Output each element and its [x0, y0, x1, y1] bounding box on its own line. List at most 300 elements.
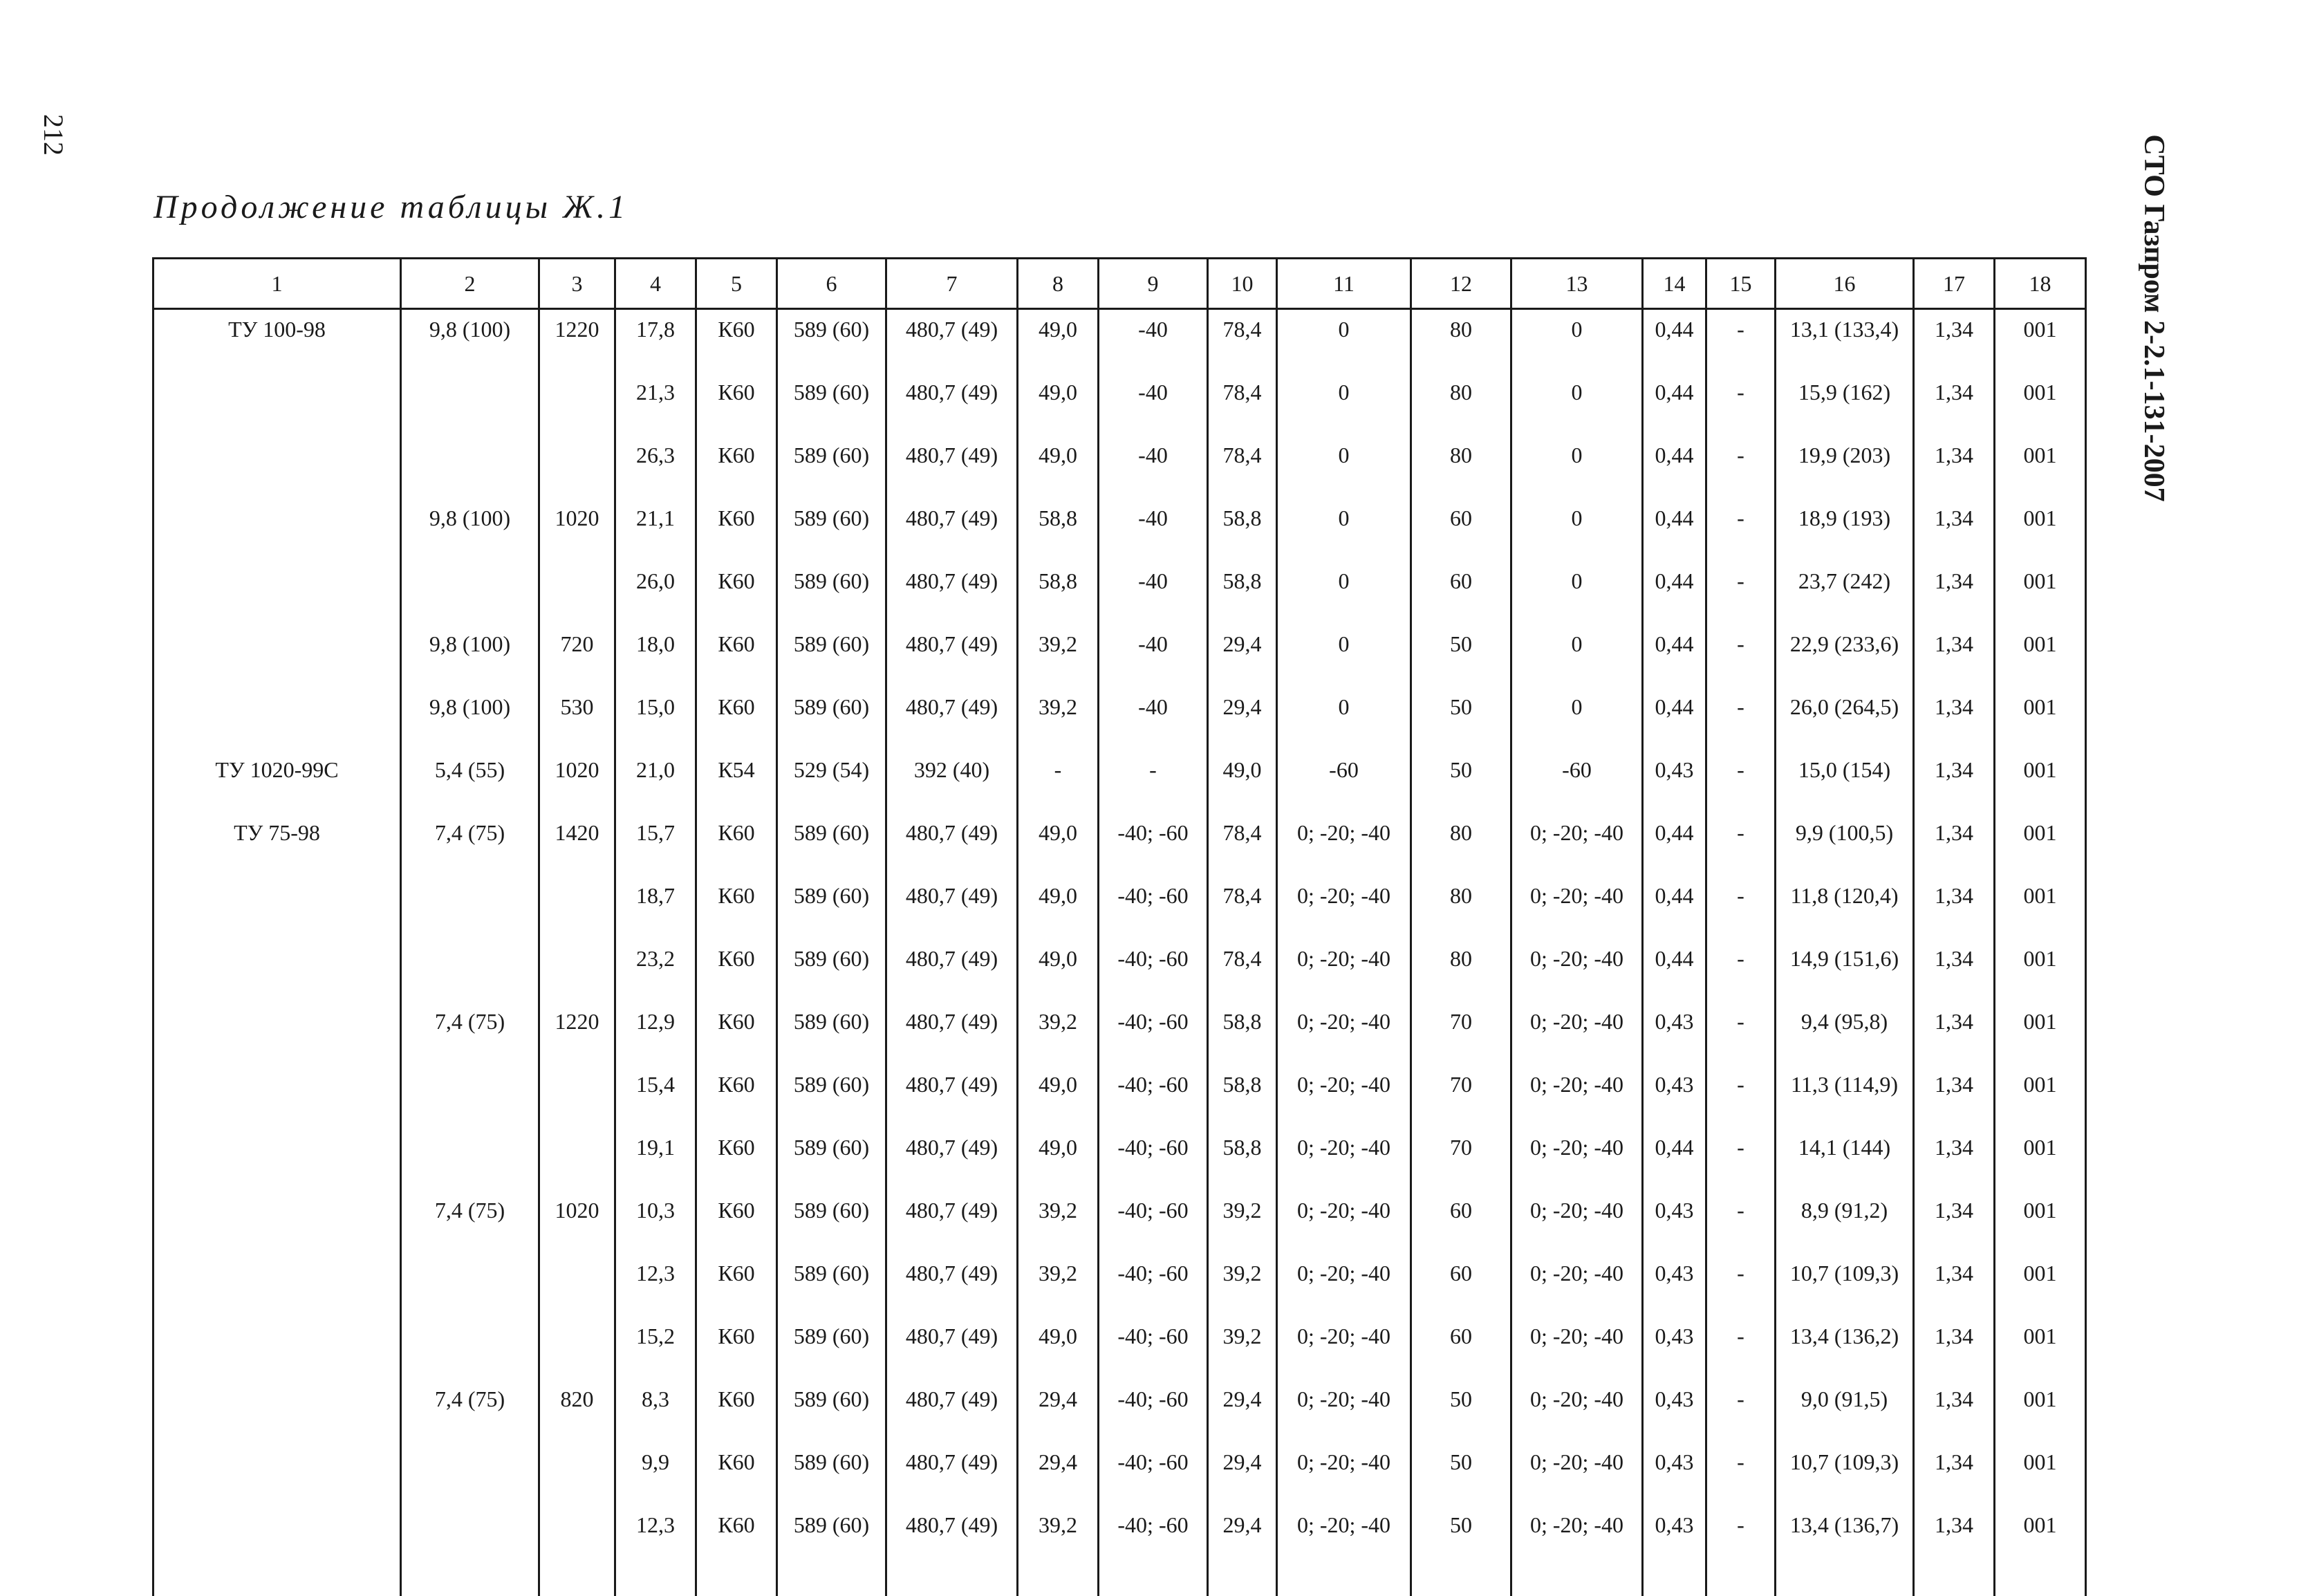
table-cell-col-9: -40; -60 [1099, 1128, 1208, 1191]
table-cell-col-17: 1,34 [1914, 309, 1995, 373]
table-row [153, 562, 2086, 624]
table-cell-col-9: -40; -60 [1099, 1317, 1208, 1380]
table-cell-col-17: 1,34 [1914, 1254, 1995, 1317]
table-cell-col-10: 29,4 [1208, 624, 1277, 687]
table-cell-col-7: 480,7 (49) [886, 1191, 1018, 1254]
table-cell-col-12: 70 [1411, 1065, 1511, 1128]
table-cell-col-1 [153, 939, 401, 1002]
table-cell-col-14: 0,43 [1643, 1505, 1706, 1596]
table-cell-col-5: К60 [696, 1380, 777, 1442]
table-cell-col-13: 0; -20; -40 [1511, 1128, 1643, 1191]
table-row [153, 1191, 2086, 1254]
table-cell-col-4: 12,3 [615, 1505, 696, 1596]
table-cell-col-15: - [1706, 1191, 1776, 1254]
table-cell-col-13: 0; -20; -40 [1511, 1317, 1643, 1380]
table-cell-col-2 [401, 876, 539, 939]
table-cell-col-6: 529 (54) [777, 750, 886, 813]
table-cell-col-15: - [1706, 499, 1776, 562]
table-cell-col-3 [539, 562, 615, 624]
table-cell-col-14: 0,44 [1643, 373, 1706, 436]
table-cell-col-17: 1,34 [1914, 1317, 1995, 1380]
table-cell-col-5: К60 [696, 436, 777, 499]
table-cell-col-8: 39,2 [1018, 624, 1099, 687]
table-cell-col-15: - [1706, 1002, 1776, 1065]
table-cell-col-8: 49,0 [1018, 1065, 1099, 1128]
table-cell-col-16: 11,8 (120,4) [1776, 876, 1914, 939]
table-cell-col-7: 480,7 (49) [886, 1317, 1018, 1380]
table-cell-col-18: 001 [1995, 1002, 2086, 1065]
table-cell-col-15: - [1706, 373, 1776, 436]
table-cell-col-10: 58,8 [1208, 499, 1277, 562]
table-cell-col-15: - [1706, 1317, 1776, 1380]
table-cell-col-6: 589 (60) [777, 1065, 886, 1128]
table-cell-col-14: 0,44 [1643, 876, 1706, 939]
table-cell-col-18: 001 [1995, 499, 2086, 562]
table-cell-col-3 [539, 1065, 615, 1128]
table-cell-col-13: 0; -20; -40 [1511, 1002, 1643, 1065]
table-cell-col-1 [153, 1505, 401, 1596]
table-cell-col-5: К60 [696, 499, 777, 562]
table-cell-col-14: 0,44 [1643, 436, 1706, 499]
table-cell-col-6: 589 (60) [777, 1380, 886, 1442]
table-cell-col-14: 0,44 [1643, 309, 1706, 373]
table-cell-col-4: 8,3 [615, 1380, 696, 1442]
table-cell-col-10: 58,8 [1208, 1065, 1277, 1128]
table-cell-col-10: 39,2 [1208, 1317, 1277, 1380]
table-cell-col-12: 50 [1411, 1442, 1511, 1505]
table-cell-col-9: -40; -60 [1099, 939, 1208, 1002]
table-cell-col-10: 58,8 [1208, 562, 1277, 624]
table-cell-col-15: - [1706, 309, 1776, 373]
table-cell-col-13: 0 [1511, 687, 1643, 750]
table-cell-col-16: 18,9 (193) [1776, 499, 1914, 562]
table-cell-col-14: 0,44 [1643, 499, 1706, 562]
table-cell-col-10: 58,8 [1208, 1002, 1277, 1065]
table-cell-col-7: 480,7 (49) [886, 876, 1018, 939]
table-cell-col-16: 9,0 (91,5) [1776, 1380, 1914, 1442]
table-cell-col-11: 0 [1277, 499, 1411, 562]
table-cell-col-9: - [1099, 750, 1208, 813]
table-cell-col-4: 18,0 [615, 624, 696, 687]
table-cell-col-4: 19,1 [615, 1128, 696, 1191]
table-cell-col-6: 589 (60) [777, 1191, 886, 1254]
table-row [153, 687, 2086, 750]
table-cell-col-17: 1,34 [1914, 436, 1995, 499]
table-cell-col-4: 21,3 [615, 373, 696, 436]
column-header-11: 11 [1277, 259, 1411, 309]
table-cell-col-1 [153, 687, 401, 750]
table-cell-col-4: 17,8 [615, 309, 696, 373]
table-cell-col-1 [153, 624, 401, 687]
table-cell-col-3 [539, 1128, 615, 1191]
table-cell-col-6: 589 (60) [777, 687, 886, 750]
table-cell-col-3: 1020 [539, 499, 615, 562]
table-cell-col-17: 1,34 [1914, 687, 1995, 750]
table-cell-col-11: 0; -20; -40 [1277, 1191, 1411, 1254]
table-cell-col-1 [153, 876, 401, 939]
table-cell-col-18: 001 [1995, 939, 2086, 1002]
table-cell-col-4: 23,2 [615, 939, 696, 1002]
table-cell-col-7: 480,7 (49) [886, 562, 1018, 624]
table-cell-col-13: 0; -20; -40 [1511, 1442, 1643, 1505]
table-cell-col-8: 29,4 [1018, 1380, 1099, 1442]
table-cell-col-9: -40 [1099, 624, 1208, 687]
column-header-8: 8 [1018, 259, 1099, 309]
table-cell-col-14: 0,43 [1643, 1380, 1706, 1442]
page-number [36, 107, 71, 163]
table-cell-col-7: 480,7 (49) [886, 687, 1018, 750]
column-header-7: 7 [886, 259, 1018, 309]
table-cell-col-12: 60 [1411, 1254, 1511, 1317]
table-cell-col-11: 0 [1277, 436, 1411, 499]
table-cell-col-14: 0,44 [1643, 687, 1706, 750]
table-cell-col-12: 70 [1411, 1128, 1511, 1191]
table-cell-col-4: 10,3 [615, 1191, 696, 1254]
table-cell-col-11: 0; -20; -40 [1277, 813, 1411, 876]
table-cell-col-5: К54 [696, 750, 777, 813]
table-cell-col-12: 50 [1411, 624, 1511, 687]
table-cell-col-3: 1220 [539, 309, 615, 373]
table-row [153, 1254, 2086, 1317]
table-cell-col-17: 1,34 [1914, 1442, 1995, 1505]
table-cell-col-9: -40; -60 [1099, 1442, 1208, 1505]
table-row [153, 1380, 2086, 1442]
table-cell-col-10: 29,4 [1208, 687, 1277, 750]
column-header-13: 13 [1511, 259, 1643, 309]
table-body [153, 309, 2086, 1596]
table-cell-col-5: К60 [696, 1442, 777, 1505]
table-cell-col-2 [401, 1065, 539, 1128]
table-cell-col-12: 50 [1411, 687, 1511, 750]
table-cell-col-2: 7,4 (75) [401, 813, 539, 876]
table-cell-col-11: 0 [1277, 562, 1411, 624]
table-cell-col-5: К60 [696, 939, 777, 1002]
table-cell-col-11: 0; -20; -40 [1277, 939, 1411, 1002]
table-cell-col-3 [539, 1442, 615, 1505]
table-cell-col-11: 0; -20; -40 [1277, 876, 1411, 939]
table-cell-col-11: 0; -20; -40 [1277, 1065, 1411, 1128]
table-cell-col-14: 0,44 [1643, 624, 1706, 687]
table-cell-col-9: -40; -60 [1099, 1002, 1208, 1065]
table-cell-col-11: 0; -20; -40 [1277, 1002, 1411, 1065]
table-cell-col-9: -40; -60 [1099, 1505, 1208, 1596]
table-cell-col-1 [153, 499, 401, 562]
table-row [153, 1505, 2086, 1596]
table-cell-col-18: 001 [1995, 1191, 2086, 1254]
table-cell-col-17: 1,34 [1914, 939, 1995, 1002]
table-cell-col-5: К60 [696, 876, 777, 939]
table-cell-col-17: 1,34 [1914, 750, 1995, 813]
table-cell-col-14: 0,43 [1643, 1191, 1706, 1254]
table-cell-col-12: 80 [1411, 939, 1511, 1002]
table-row [153, 813, 2086, 876]
table-cell-col-12: 50 [1411, 1505, 1511, 1596]
table-cell-col-17: 1,34 [1914, 813, 1995, 876]
table-cell-col-16: 13,4 (136,2) [1776, 1317, 1914, 1380]
table-cell-col-11: 0; -20; -40 [1277, 1254, 1411, 1317]
table-cell-col-13: 0 [1511, 624, 1643, 687]
table-cell-col-7: 480,7 (49) [886, 373, 1018, 436]
table-cell-col-3 [539, 876, 615, 939]
table-cell-col-3: 820 [539, 1380, 615, 1442]
document-code [2126, 124, 2181, 512]
table-cell-col-15: - [1706, 1065, 1776, 1128]
table-cell-col-9: -40; -60 [1099, 876, 1208, 939]
table-cell-col-9: -40 [1099, 562, 1208, 624]
table-cell-col-1: ТУ 1020-99С [153, 750, 401, 813]
table-cell-col-1 [153, 1191, 401, 1254]
table-cell-col-4: 15,4 [615, 1065, 696, 1128]
table-cell-col-18: 001 [1995, 1380, 2086, 1442]
table-cell-col-5: К60 [696, 1254, 777, 1317]
table-cell-col-14: 0,43 [1643, 1254, 1706, 1317]
table-cell-col-2: 9,8 (100) [401, 499, 539, 562]
table-cell-col-9: -40 [1099, 499, 1208, 562]
table-cell-col-10: 29,4 [1208, 1380, 1277, 1442]
table-cell-col-18: 001 [1995, 1317, 2086, 1380]
table-cell-col-13: 0 [1511, 499, 1643, 562]
table-cell-col-11: 0 [1277, 309, 1411, 373]
table-cell-col-17: 1,34 [1914, 1380, 1995, 1442]
table-cell-col-8: 29,4 [1018, 1442, 1099, 1505]
table-cell-col-12: 80 [1411, 436, 1511, 499]
column-header-17: 17 [1914, 259, 1995, 309]
table-cell-col-8: 39,2 [1018, 1505, 1099, 1596]
table-cell-col-15: - [1706, 939, 1776, 1002]
column-header-1: 1 [153, 259, 401, 309]
table-cell-col-10: 78,4 [1208, 939, 1277, 1002]
table-cell-col-6: 589 (60) [777, 813, 886, 876]
table-row [153, 876, 2086, 939]
table-cell-col-3: 1420 [539, 813, 615, 876]
table-cell-col-10: 39,2 [1208, 1191, 1277, 1254]
table-cell-col-12: 60 [1411, 1191, 1511, 1254]
table-cell-col-4: 12,3 [615, 1254, 696, 1317]
column-header-18: 18 [1995, 259, 2086, 309]
table-cell-col-1 [153, 373, 401, 436]
table-cell-col-14: 0,44 [1643, 562, 1706, 624]
table-cell-col-13: -60 [1511, 750, 1643, 813]
table-cell-col-16: 23,7 (242) [1776, 562, 1914, 624]
table-cell-col-7: 480,7 (49) [886, 1505, 1018, 1596]
table-row [153, 499, 2086, 562]
table-cell-col-5: К60 [696, 309, 777, 373]
table-cell-col-18: 001 [1995, 624, 2086, 687]
table-cell-col-17: 1,34 [1914, 373, 1995, 436]
table-cell-col-6: 589 (60) [777, 1442, 886, 1505]
table-cell-col-7: 480,7 (49) [886, 1002, 1018, 1065]
table-row [153, 750, 2086, 813]
table-cell-col-17: 1,34 [1914, 1505, 1995, 1596]
column-header-4: 4 [615, 259, 696, 309]
table-cell-col-12: 80 [1411, 309, 1511, 373]
column-header-9: 9 [1099, 259, 1208, 309]
table-cell-col-7: 480,7 (49) [886, 436, 1018, 499]
column-header-3: 3 [539, 259, 615, 309]
table-cell-col-16: 14,1 (144) [1776, 1128, 1914, 1191]
table-cell-col-18: 001 [1995, 1254, 2086, 1317]
table-cell-col-13: 0 [1511, 309, 1643, 373]
table-cell-col-12: 60 [1411, 499, 1511, 562]
table-cell-col-5: К60 [696, 562, 777, 624]
table-cell-col-7: 480,7 (49) [886, 939, 1018, 1002]
table-cell-col-13: 0; -20; -40 [1511, 1254, 1643, 1317]
table-cell-col-10: 78,4 [1208, 309, 1277, 373]
table-cell-col-1 [153, 436, 401, 499]
column-header-14: 14 [1643, 259, 1706, 309]
table-cell-col-1 [153, 562, 401, 624]
table-cell-col-6: 589 (60) [777, 624, 886, 687]
table-cell-col-15: - [1706, 1128, 1776, 1191]
table-cell-col-8: - [1018, 750, 1099, 813]
table-cell-col-7: 480,7 (49) [886, 1380, 1018, 1442]
table-cell-col-7: 392 (40) [886, 750, 1018, 813]
table-cell-col-16: 10,7 (109,3) [1776, 1442, 1914, 1505]
table-cell-col-10: 29,4 [1208, 1442, 1277, 1505]
document-code-text: СТО Газпром 2-2.1-131-2007 [2137, 134, 2170, 501]
table-cell-col-2 [401, 373, 539, 436]
table-cell-col-18: 001 [1995, 1442, 2086, 1505]
table-cell-col-5: К60 [696, 1065, 777, 1128]
table-cell-col-5: К60 [696, 813, 777, 876]
table-cell-col-2 [401, 1505, 539, 1596]
table-row [153, 373, 2086, 436]
table-cell-col-16: 15,9 (162) [1776, 373, 1914, 436]
table-cell-col-16: 26,0 (264,5) [1776, 687, 1914, 750]
table-cell-col-3: 530 [539, 687, 615, 750]
table-cell-col-8: 49,0 [1018, 373, 1099, 436]
table-cell-col-13: 0 [1511, 436, 1643, 499]
table-cell-col-1 [153, 1065, 401, 1128]
table-cell-col-16: 19,9 (203) [1776, 436, 1914, 499]
table-cell-col-16: 13,1 (133,4) [1776, 309, 1914, 373]
table-cell-col-7: 480,7 (49) [886, 499, 1018, 562]
table-cell-col-13: 0; -20; -40 [1511, 876, 1643, 939]
table-cell-col-10: 78,4 [1208, 436, 1277, 499]
table-cell-col-16: 10,7 (109,3) [1776, 1254, 1914, 1317]
table-cell-col-15: - [1706, 876, 1776, 939]
table-cell-col-2 [401, 562, 539, 624]
table-row [153, 1317, 2086, 1380]
table-cell-col-4: 15,0 [615, 687, 696, 750]
table-cell-col-9: -40 [1099, 436, 1208, 499]
table-cell-col-9: -40 [1099, 309, 1208, 373]
table-cell-col-2: 7,4 (75) [401, 1002, 539, 1065]
table-cell-col-12: 80 [1411, 813, 1511, 876]
table-cell-col-11: 0 [1277, 687, 1411, 750]
table-cell-col-18: 001 [1995, 309, 2086, 373]
table-row [153, 436, 2086, 499]
table-cell-col-8: 49,0 [1018, 1128, 1099, 1191]
table-cell-col-6: 589 (60) [777, 1317, 886, 1380]
table-cell-col-3: 1020 [539, 1191, 615, 1254]
column-header-5: 5 [696, 259, 777, 309]
table-cell-col-2: 5,4 (55) [401, 750, 539, 813]
table-cell-col-2: 7,4 (75) [401, 1380, 539, 1442]
table-cell-col-16: 22,9 (233,6) [1776, 624, 1914, 687]
table-cell-col-9: -40 [1099, 687, 1208, 750]
table-cell-col-3 [539, 1254, 615, 1317]
table-cell-col-14: 0,43 [1643, 1065, 1706, 1128]
table-cell-col-7: 480,7 (49) [886, 1442, 1018, 1505]
table-cell-col-8: 39,2 [1018, 1191, 1099, 1254]
table-cell-col-2 [401, 1442, 539, 1505]
table-cell-col-18: 001 [1995, 1505, 2086, 1596]
table-cell-col-2 [401, 1128, 539, 1191]
table-cell-col-7: 480,7 (49) [886, 624, 1018, 687]
table-cell-col-17: 1,34 [1914, 1002, 1995, 1065]
table-cell-col-12: 70 [1411, 1002, 1511, 1065]
data-table [152, 257, 2087, 1596]
table-cell-col-14: 0,43 [1643, 1317, 1706, 1380]
table-cell-col-15: - [1706, 436, 1776, 499]
table-cell-col-17: 1,34 [1914, 1128, 1995, 1191]
table-cell-col-7: 480,7 (49) [886, 309, 1018, 373]
table-cell-col-6: 589 (60) [777, 499, 886, 562]
table-cell-col-8: 49,0 [1018, 813, 1099, 876]
table-row [153, 624, 2086, 687]
table-cell-col-16: 11,3 (114,9) [1776, 1065, 1914, 1128]
table-cell-col-8: 49,0 [1018, 939, 1099, 1002]
table-cell-col-18: 001 [1995, 813, 2086, 876]
table-cell-col-1: ТУ 75-98 [153, 813, 401, 876]
table-cell-col-14: 0,43 [1643, 1002, 1706, 1065]
table-row [153, 1065, 2086, 1128]
table-cell-col-9: -40; -60 [1099, 1380, 1208, 1442]
table-cell-col-8: 49,0 [1018, 436, 1099, 499]
table-cell-col-11: 0 [1277, 373, 1411, 436]
table-cell-col-4: 18,7 [615, 876, 696, 939]
table-cell-col-9: -40; -60 [1099, 1191, 1208, 1254]
table-cell-col-10: 78,4 [1208, 876, 1277, 939]
table-cell-col-11: 0; -20; -40 [1277, 1128, 1411, 1191]
table-cell-col-3: 1020 [539, 750, 615, 813]
table-cell-col-5: К60 [696, 1505, 777, 1596]
table-cell-col-8: 49,0 [1018, 876, 1099, 939]
table-cell-col-4: 26,3 [615, 436, 696, 499]
table-cell-col-3 [539, 1505, 615, 1596]
table-cell-col-16: 9,9 (100,5) [1776, 813, 1914, 876]
table-cell-col-3 [539, 373, 615, 436]
table-cell-col-17: 1,34 [1914, 876, 1995, 939]
table-cell-col-6: 589 (60) [777, 309, 886, 373]
table-cell-col-13: 0; -20; -40 [1511, 1065, 1643, 1128]
table-row [153, 1442, 2086, 1505]
table-cell-col-10: 78,4 [1208, 813, 1277, 876]
table-cell-col-7: 480,7 (49) [886, 1128, 1018, 1191]
table-cell-col-5: К60 [696, 624, 777, 687]
table-cell-col-5: К60 [696, 1128, 777, 1191]
table-cell-col-12: 50 [1411, 750, 1511, 813]
table-cell-col-4: 15,2 [615, 1317, 696, 1380]
table-cell-col-18: 001 [1995, 562, 2086, 624]
table-cell-col-3: 1220 [539, 1002, 615, 1065]
table-cell-col-3 [539, 436, 615, 499]
table-cell-col-2 [401, 1254, 539, 1317]
table-cell-col-7: 480,7 (49) [886, 1065, 1018, 1128]
table-cell-col-10: 29,4 [1208, 1505, 1277, 1596]
table-cell-col-12: 50 [1411, 1380, 1511, 1442]
table-cell-col-4: 9,9 [615, 1442, 696, 1505]
table-cell-col-15: - [1706, 687, 1776, 750]
table-cell-col-6: 589 (60) [777, 876, 886, 939]
table-cell-col-14: 0,44 [1643, 813, 1706, 876]
table-cell-col-15: - [1706, 1505, 1776, 1596]
table-cell-col-16: 8,9 (91,2) [1776, 1191, 1914, 1254]
table-cell-col-15: - [1706, 813, 1776, 876]
table-cell-col-15: - [1706, 1254, 1776, 1317]
table-cell-col-1: ТУ 100-98 [153, 309, 401, 373]
